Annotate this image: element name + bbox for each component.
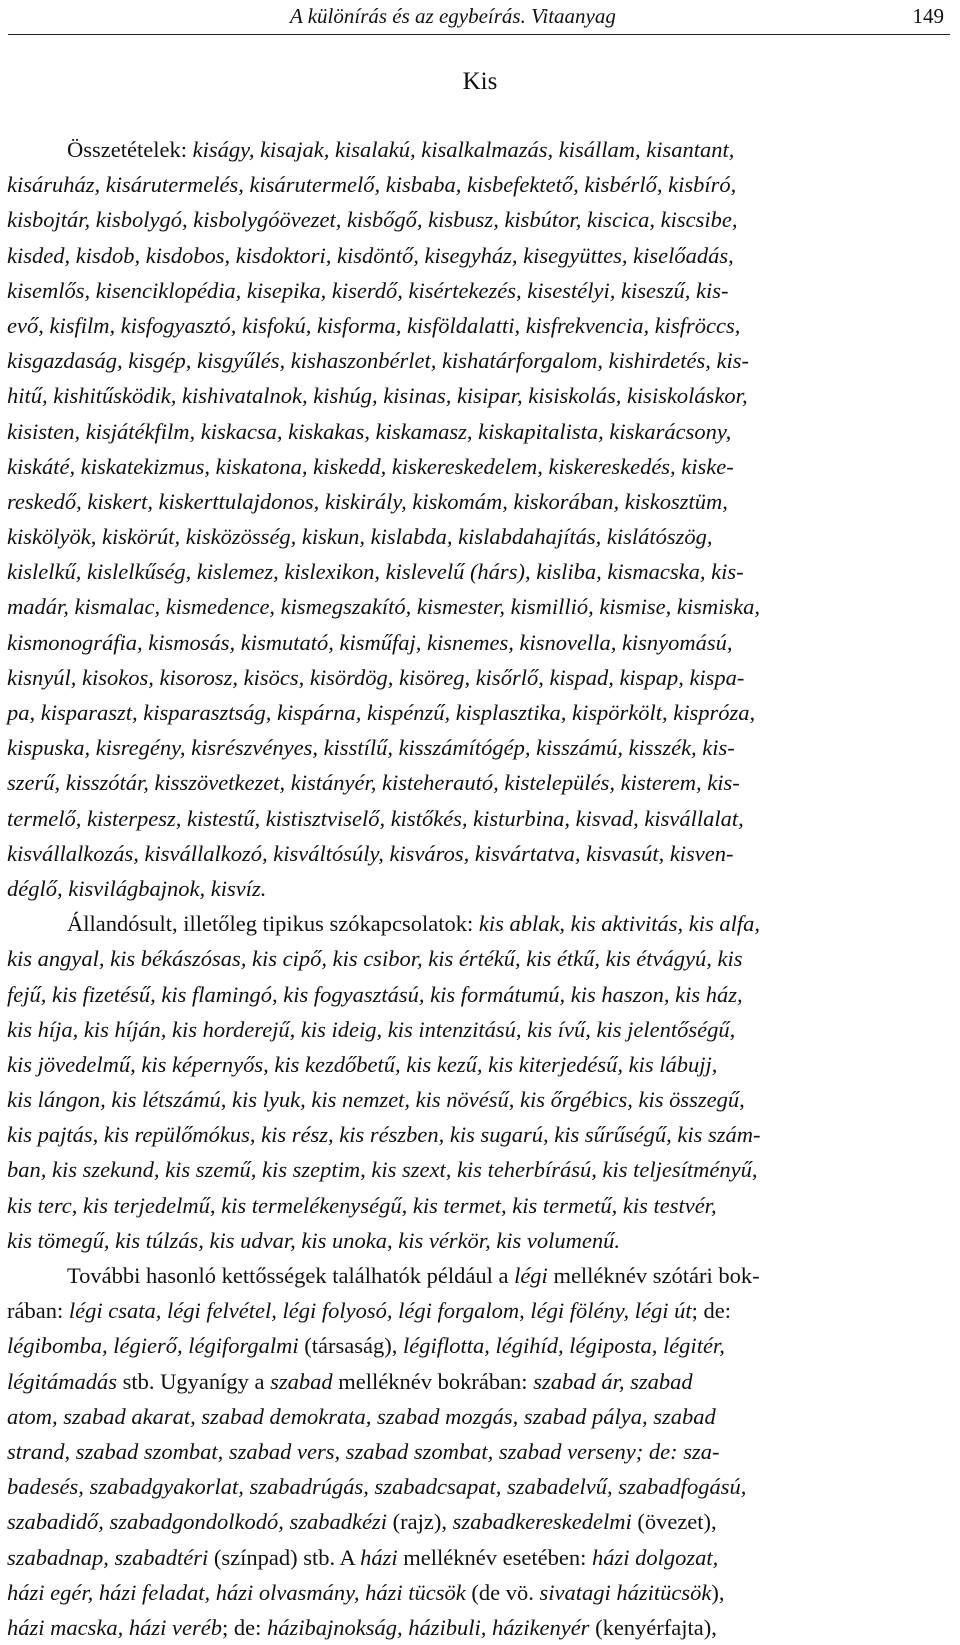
roman-run: További hasonló kettősségek találhatók például a [67,1263,515,1288]
roman-run: rában: [7,1298,69,1324]
line-content [7,273,728,308]
line-content [7,1258,760,1293]
italic-run: kis ablak, kis aktivitás, kis alfa, [478,911,761,937]
italic-run: kiságy, kisajak, kisalakú, kisalkalmazás, kisállam, kisantant, [192,137,735,162]
text-line [7,977,953,1012]
italic-run: atom, szabad akarat, szabad demokrata, szabad mozgás, szabad pálya, szabad [7,1403,716,1429]
roman-run: , [386,1227,399,1253]
text-line [7,801,953,836]
roman-run: (színpad) stb. A [208,1544,361,1570]
line-content [7,167,736,202]
text-line [7,132,953,167]
line-content [7,449,734,484]
page-number: 149 [912,4,944,28]
italic-run: kisnyúl, kisokos, kisorosz, kisöcs, kisördög, kisöreg, kisőrlő, kispad, kispap, kispa- [7,664,745,690]
line-content [7,1504,717,1539]
text-line [7,836,953,871]
text-line [7,484,953,519]
roman-run: Összetételek: [67,137,193,162]
italic-run: kis vérkör, kis volumenű. [398,1227,621,1253]
text-line [7,625,953,660]
line-content [7,1364,693,1399]
text-line [7,378,953,413]
italic-run: kisgazdaság, kisgép, kisgyűlés, kishaszonbérlet, kishatárforgalom, kishirdetés, kis- [7,348,750,374]
italic-run: kisvállalkozás, kisvállalkozó, kisváltósúly, kisváros, kisvártatva, kisvasút, kisven- [7,840,734,866]
text-line [7,906,953,941]
italic-run: kis tömegű, kis túlzás, kis udvar, kis unoka [7,1227,387,1253]
body-text [7,132,953,1645]
italic-run: sivatagi házitücsök [539,1579,712,1605]
italic-run: házi egér, házi feladat, házi olvasmány, házi tücsök [7,1579,466,1605]
line-content [7,1540,718,1575]
text-line [7,660,953,695]
roman-run: ), [711,1579,725,1605]
italic-run: ban, kis szekund, kis szemű, kis szeptim, kis szext, kis teherbírású, kis teljesítményű, [7,1157,758,1183]
line-content [7,625,733,660]
line-content [7,695,755,730]
text-line [7,1223,953,1258]
italic-run: evő, kisfilm, kisfogyasztó, kisfokú, kisforma, kisföldalatti, kisfrekvencia, kisfröccs, [7,312,741,338]
roman-run: ; de: [221,1614,267,1640]
roman-run: (társaság), [298,1333,403,1359]
italic-run: házi [360,1544,398,1570]
text-line [7,589,953,624]
text-line [7,449,953,484]
italic-run: légi csata, légi felvétel, légi folyosó, légi forgalom, légi fölény, légi út [68,1298,692,1324]
line-content [7,1223,620,1258]
line-content [7,378,748,413]
text-line [7,1012,953,1047]
text-line [7,1364,953,1399]
line-content [7,414,731,449]
italic-run: szerű, kisszótár, kisszövetkezet, kistányér, kisteherautó, kistelepülés, kisterem, kis- [7,770,740,796]
italic-run: kisbojtár, kisbolygó, kisbolygóövezet, kisbőgő, kisbusz, kisbútor, kiscica, kiscsibe, [7,207,738,233]
text-line [7,1152,953,1187]
line-content [7,1399,716,1434]
text-line [7,1504,953,1539]
italic-run: strand, szabad szombat, szabad vers, szabad szombat, szabad verseny; de: sza- [7,1438,720,1464]
italic-run: házi macska, házi veréb [7,1614,222,1640]
line-content [7,1188,717,1223]
line-content [7,1117,761,1152]
italic-run: szabadidő, szabadgondolkodó, szabadkézi [7,1509,388,1535]
line-content [7,1152,758,1187]
italic-run: szabadnap, szabadtéri [7,1544,209,1570]
roman-run: melléknév bokrában: [332,1368,534,1394]
italic-run: kisded, kisdob, kisdobos, kisdoktori, kisdöntő, kisegyház, kisegyüttes, kiselőadás, [7,242,734,268]
line-content [7,660,744,695]
running-title: A különírás és az egybeírás. Vitaanyag [290,4,616,28]
roman-run: (övezet), [631,1509,717,1535]
roman-run: melléknév szótári bok- [547,1263,760,1288]
text-line [7,1328,953,1363]
roman-run: melléknév esetében: [397,1544,592,1570]
text-line [7,1469,953,1504]
line-content [7,519,713,554]
italic-run: kis lángon, kis létszámú, kis lyuk, kis nemzet, kis növésű, kis őrgébics, kis összegű, [7,1087,745,1113]
italic-run: kislelkű, kislelkűség, kislemez, kislexikon, kislevelű (hárs), kisliba, kismacska, kis- [7,559,744,585]
italic-run: kismonográfia, kismosás, kismutató, kisműfaj, kisnemes, kisnovella, kisnyomású, [7,629,733,655]
text-line [7,941,953,976]
line-content [7,1012,735,1047]
italic-run: termelő, kisterpesz, kistestű, kistisztviselő, kistőkés, kisturbina, kisvad, kisvállalat, [7,805,744,831]
italic-run: kis pajtás [7,1122,93,1148]
italic-run: házi dolgozat, [591,1544,719,1570]
italic-run: kis repülőmókus, kis rész, kis részben, kis sugarú, kis sűrűségű, kis szám- [103,1122,761,1148]
text-line [7,308,953,343]
italic-run: kis híja, kis híján, kis horderejű, kis ideig, kis intenzitású, kis ívű, kis jelentőségű, [7,1016,736,1042]
text-line [7,554,953,589]
italic-run: déglő, kisvilágbajnok, kisvíz. [7,875,267,901]
text-line [7,1047,953,1082]
text-line [7,695,953,730]
italic-run: légibomba, légierő, légiforgalmi [7,1333,299,1359]
text-line [7,1082,953,1117]
roman-run: (kenyérfajta), [589,1614,717,1640]
line-content [7,554,744,589]
text-line [7,1258,953,1293]
text-line [7,1117,953,1152]
section-title: Kis [462,68,498,95]
text-line [7,765,953,800]
line-content [7,1082,745,1117]
line-content [7,730,735,765]
line-content [7,589,760,624]
italic-run: légitámadás [7,1368,117,1394]
text-line [7,871,953,906]
line-content [7,1328,725,1363]
italic-run: szabadkereskedelmi [452,1509,632,1535]
line-content [7,132,734,167]
text-line [7,1188,953,1223]
italic-run: házibajnokság, házibuli, házikenyér [266,1614,590,1640]
italic-run: kis terc, kis terjedelmű, kis termelékenységű, kis termet, kis termetű, kis testvér, [7,1192,717,1218]
italic-run: kisisten, kisjátékfilm, kiskacsa, kiskakas, kiskamasz, kiskapitalista, kiskarácsony, [7,418,732,444]
italic-run: kiskölyök, kiskörút, kisközösség, kiskun, kislabda, kislabdahajítás, kislátószög, [7,524,713,550]
line-content [7,308,740,343]
italic-run: szabad ár, szabad [533,1368,693,1394]
text-line [7,1293,953,1328]
line-content [7,484,728,519]
italic-run: légi [514,1263,548,1288]
roman-run: Állandósult, illetőleg tipikus szókapcsolatok: [67,911,479,937]
text-line [7,1540,953,1575]
line-content [7,1047,717,1082]
text-line [7,1610,953,1645]
italic-run: kiskáté, kiskatekizmus, kiskatona, kiskedd, kiskereskedelem, kiskereskedés, kiske- [7,453,734,479]
text-line [7,519,953,554]
line-content [7,1610,717,1645]
text-line [7,343,953,378]
line-content [7,202,738,237]
roman-run: ; de: [691,1298,732,1324]
text-line [7,414,953,449]
line-content [7,1575,724,1610]
roman-run: (rajz), [387,1509,453,1535]
italic-run: légiflotta, légihíd, légiposta, légitér, [402,1333,725,1359]
text-line [7,238,953,273]
roman-run: , [92,1122,104,1148]
italic-run: szabad [270,1368,333,1394]
text-line [7,202,953,237]
line-content [7,941,742,976]
italic-run: fejű, kis fizetésű, kis flamingó, kis fogyasztású, kis formátumú, kis haszon, kis ház, [7,981,743,1007]
line-content [7,1293,731,1328]
italic-run: pa, kisparaszt, kisparasztság, kispárna, kispénzű, kisplasztika, kispörkölt, kispróza, [7,700,756,725]
italic-run: badesés, szabadgyakorlat, szabadrúgás, szabadcsapat, szabadelvű, szabadfogású, [7,1474,747,1500]
italic-run: kis angyal, kis békászósas, kis cipő, kis csibor, kis értékű, kis étkű, kis étvágyú, kis [7,946,743,972]
italic-run: madár, kismalac, kismedence, kismegszakító, kismester, kismillió, kismise, kismiska, [7,594,760,620]
line-content [7,1434,720,1469]
text-line [7,273,953,308]
line-content [7,836,734,871]
roman-run: (de vö. [465,1579,540,1605]
line-content [7,1469,746,1504]
line-content [7,871,266,906]
line-content [7,238,734,273]
line-content [7,765,740,800]
line-content [7,906,760,941]
italic-run: kisáruház, kisárutermelés, kisárutermelő, kisbaba, kisbefektető, kisbérlő, kisbíró, [7,172,737,198]
text-line [7,1399,953,1434]
line-content [7,343,749,378]
italic-run: kis jövedelmű, kis képernyős, kis kezdőbetű, kis kezű, kis kiterjedésű, kis lábujj, [7,1051,718,1077]
running-header [8,0,950,35]
italic-run: reskedő, kiskert, kiskerttulajdonos, kiskirály, kiskomám, kiskorában, kiskosztüm, [7,488,728,514]
text-line [7,1575,953,1610]
line-content [7,801,744,836]
italic-run: hitű, kishitűsködik, kishivatalnok, kishúg, kisinas, kisipar, kisiskolás, kisiskoláskor, [7,383,748,409]
italic-run: kispuska, kisregény, kisrészvényes, kisstílű, kisszámítógép, kisszámú, kisszék, kis- [7,735,735,761]
text-line [7,167,953,202]
text-line [7,1434,953,1469]
line-content [7,977,743,1012]
text-line [7,730,953,765]
roman-run: stb. Ugyanígy a [117,1368,271,1394]
italic-run: kisemlős, kisenciklopédia, kisepika, kiserdő, kisértekezés, kisestélyi, kiseszű, kis- [7,277,729,303]
